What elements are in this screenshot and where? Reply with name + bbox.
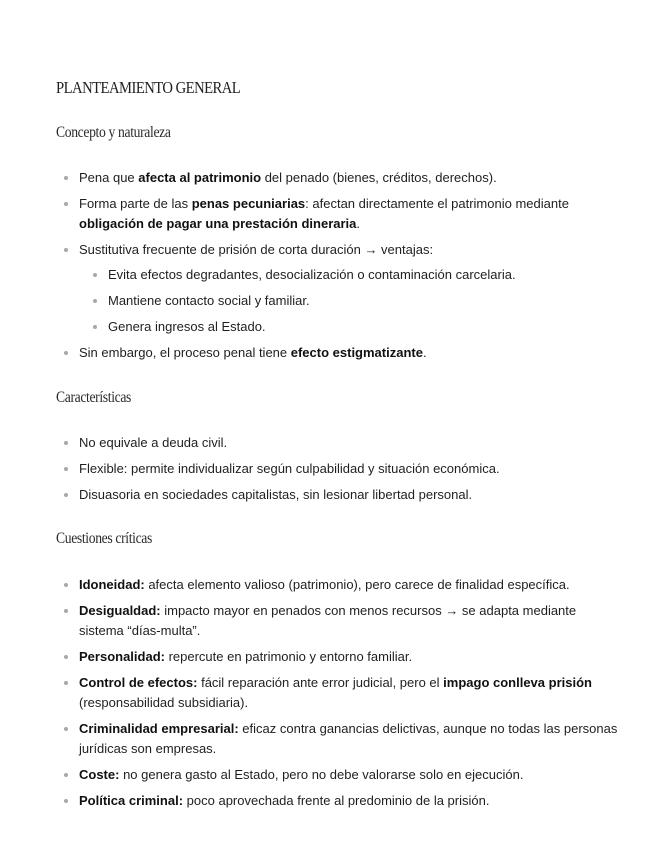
sublist-item: Evita efectos degradantes, desocialización o contaminación carcelaria. (91, 265, 622, 285)
section-heading-caracteristicas: Características (56, 389, 132, 406)
section-heading-cuestiones: Cuestiones críticas (56, 530, 152, 547)
list-item: Política criminal: poco aprovechada frente al predominio de la prisión. (62, 791, 622, 811)
list-item: Disuasoria en sociedades capitalistas, sin lesionar libertad personal. (62, 485, 622, 505)
list-item: No equivale a deuda civil. (62, 433, 622, 453)
list-item: Criminalidad empresarial: eficaz contra ganancias delictivas, aunque no todas las personas jurídicas son empresas. (62, 719, 622, 759)
list-item: Idoneidad: afecta elemento valioso (patrimonio), pero carece de finalidad específica. (62, 575, 622, 595)
list-item: Desigualdad: impacto mayor en penados con menos recursos → se adapta mediante sistema “días-multa”. (62, 601, 622, 641)
ventajas-sublist (91, 265, 622, 337)
cuestiones-list (62, 575, 622, 811)
list-item: Coste: no genera gasto al Estado, pero no debe valorarse solo en ejecución. (62, 765, 622, 785)
list-item: Pena que afecta al patrimonio del penado (bienes, créditos, derechos). (62, 168, 622, 188)
page-title: PLANTEAMIENTO GENERAL (56, 78, 241, 97)
list-item: Forma parte de las penas pecuniarias: afectan directamente el patrimonio mediante obligación de pagar una prestación dineraria. (62, 194, 622, 234)
concepto-list (62, 168, 622, 363)
caracteristicas-list (62, 433, 622, 505)
list-item: Control de efectos: fácil reparación ante error judicial, pero el impago conlleva prisión (responsabilidad subsidiaria). (62, 673, 622, 713)
section-heading-concepto: Concepto y naturaleza (56, 124, 171, 141)
sublist-item: Mantiene contacto social y familiar. (91, 291, 622, 311)
list-item: Sustitutiva frecuente de prisión de corta duración → ventajas: Evita efectos degradantes, desocialización o contaminación carcelaria. Mantiene contacto social y familiar. Genera ingresos al Estado. (62, 240, 622, 337)
list-item: Personalidad: repercute en patrimonio y entorno familiar. (62, 647, 622, 667)
list-item: Sin embargo, el proceso penal tiene efecto estigmatizante. (62, 343, 622, 363)
list-item: Flexible: permite individualizar según culpabilidad y situación económica. (62, 459, 622, 479)
sublist-item: Genera ingresos al Estado. (91, 317, 622, 337)
